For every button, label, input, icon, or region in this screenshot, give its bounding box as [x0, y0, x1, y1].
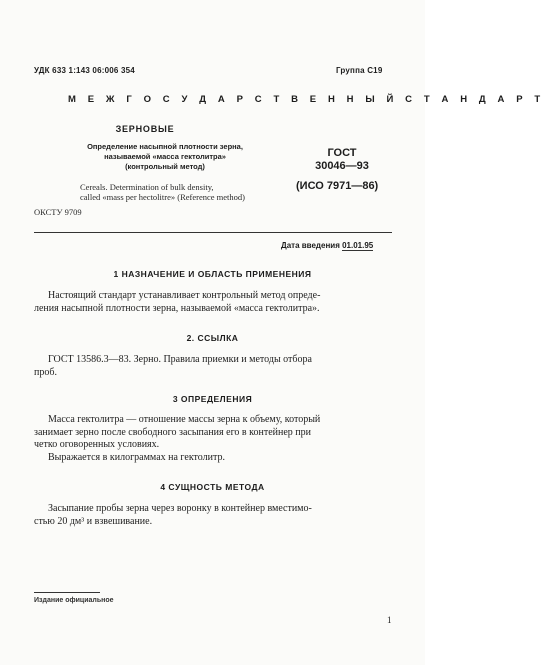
section-heading: 4 СУЩНОСТЬ МЕТОДА — [160, 482, 265, 492]
english-title-line: Cereals. Determination of bulk density, — [80, 182, 214, 192]
paragraph-line: Настоящий стандарт устанавливает контрольный метод опреде- — [48, 290, 321, 301]
section-heading: 3 ОПРЕДЕЛЕНИЯ — [172, 394, 253, 404]
paragraph-line: Засыпание пробы зерна через воронку в контейнер вместимо- — [48, 503, 312, 514]
standard-type: М Е Ж Г О С У Д А Р С Т В Е Н Н Ы Й С Т А Н Д А Р Т — [68, 94, 545, 105]
footer-rule — [34, 592, 100, 593]
english-title — [80, 182, 245, 202]
document-subtitle — [60, 142, 270, 172]
paragraph-line: Выражается в килограммах на гектолитр. — [48, 451, 225, 463]
section-heading: 1 НАЗНАЧЕНИЕ И ОБЛАСТЬ ПРИМЕНЕНИЯ — [113, 269, 312, 279]
gost-number: 30046—93 — [315, 160, 369, 172]
paragraph-line: ГОСТ 13586.3—83. Зерно. Правила приемки и методы отбора — [48, 354, 312, 365]
english-title-line: called «mass per hectolitre» (Reference method) — [80, 192, 245, 202]
paragraph-line: ления насыпной плотности зерна, называемой «масса гектолитра». — [34, 302, 320, 314]
paragraph-line: занимает зерно после свободного засыпания его в контейнер при — [34, 426, 311, 438]
introduction-date-label: Дата введения — [281, 241, 340, 250]
group-code: Группа С19 — [336, 66, 383, 75]
official-edition-note: Издание официальное — [34, 597, 114, 604]
udk-code: УДК 633 1:143 06:006 354 — [34, 66, 135, 75]
gost-designation — [292, 147, 392, 173]
paragraph-line: стью 20 дм³ и взвешивание. — [34, 515, 153, 527]
section-body — [34, 503, 312, 528]
separator-line — [34, 232, 392, 233]
iso-designation: (ИСО 7971—86) — [296, 180, 379, 192]
gost-label: ГОСТ — [327, 147, 357, 159]
subtitle-line: Определение насыпной плотности зерна, — [87, 142, 243, 151]
paragraph-line: проб. — [34, 366, 57, 378]
paragraph-line: Масса гектолитра — отношение массы зерна к объему, который — [48, 414, 321, 425]
subtitle-line: (контрольный метод) — [125, 162, 205, 171]
subtitle-line: называемой «масса гектолитра» — [104, 152, 226, 161]
introduction-date — [281, 241, 373, 250]
paragraph-line: четко оговоренных условиях. — [34, 439, 160, 450]
document-title: ЗЕРНОВЫЕ — [115, 124, 175, 134]
page-number: 1 — [387, 615, 392, 625]
section-body — [34, 354, 312, 379]
okstu-code: ОКСТУ 9709 — [34, 207, 82, 217]
section-body — [34, 290, 320, 315]
section-body — [34, 414, 320, 464]
introduction-date-value: 01.01.95 — [342, 241, 374, 250]
section-heading: 2. ССЫЛКА — [186, 333, 239, 343]
